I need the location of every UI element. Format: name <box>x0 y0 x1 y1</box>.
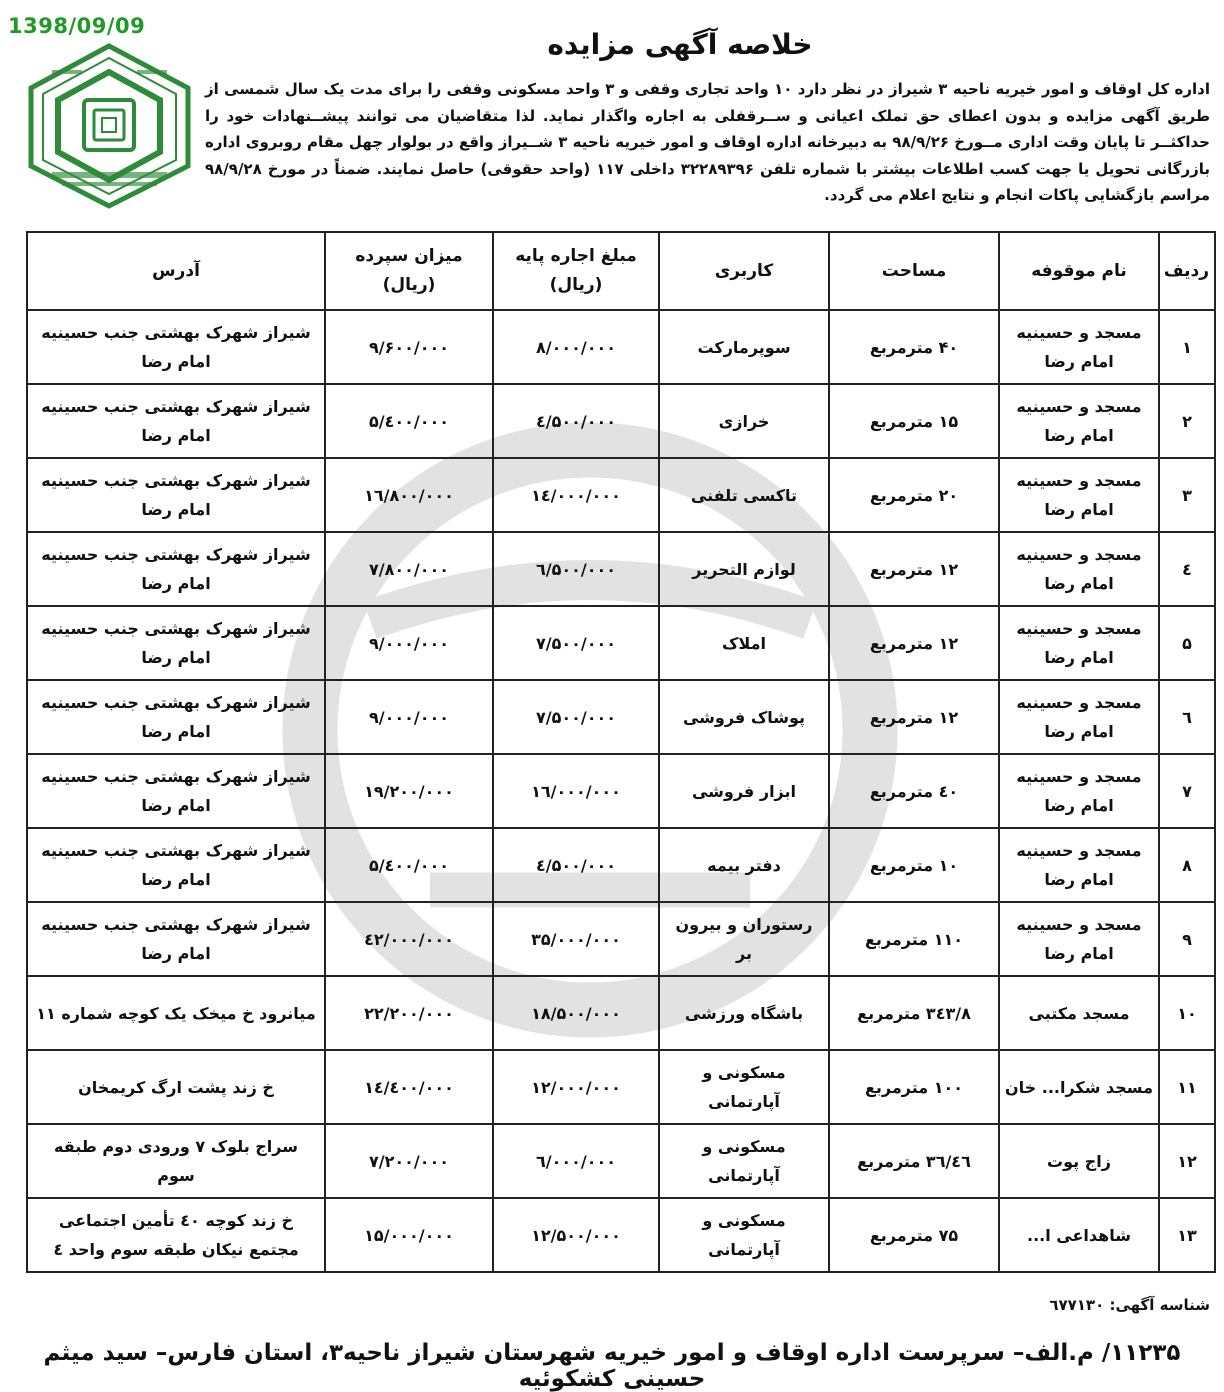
cell-row-number: ۵ <box>1159 606 1215 680</box>
cell-usage: مسکونی و آپارتمانی <box>659 1198 829 1272</box>
cell-area: ۱۰ مترمربع <box>829 828 999 902</box>
header-row-number: ردیف <box>1159 232 1215 310</box>
cell-row-number: ۱۱ <box>1159 1050 1215 1124</box>
notice-id: شناسه آگهی: ٦٧۷۱۳۰ <box>1049 1296 1210 1314</box>
cell-endowment-name: مسجد و حسینیه امام رضا <box>999 310 1159 384</box>
cell-address: خ زند پشت ارگ کریمخان <box>27 1050 325 1124</box>
cell-deposit: ۹/۰۰۰/۰۰۰ <box>325 680 493 754</box>
table-row <box>27 384 1215 458</box>
cell-deposit: ۹/۰۰۰/۰۰۰ <box>325 606 493 680</box>
cell-base-rent: ٤/۵۰۰/۰۰۰ <box>493 828 659 902</box>
cell-address: شیراز شهرک بهشتی جنب حسینیه امام رضا <box>27 606 325 680</box>
cell-base-rent: ٦/۵۰۰/۰۰۰ <box>493 532 659 606</box>
table-row <box>27 828 1215 902</box>
cell-area: ۷۵ مترمربع <box>829 1198 999 1272</box>
table-row <box>27 902 1215 976</box>
cell-deposit: ۵/٤۰۰/۰۰۰ <box>325 384 493 458</box>
cell-base-rent: ۳۵/۰۰۰/۰۰۰ <box>493 902 659 976</box>
cell-area: ۱۲ مترمربع <box>829 606 999 680</box>
cell-row-number: ۱۰ <box>1159 976 1215 1050</box>
table-row <box>27 1198 1215 1272</box>
endowment-organization-logo <box>22 40 197 210</box>
cell-row-number: ۳ <box>1159 458 1215 532</box>
notice-intro-paragraph: اداره کل اوقاف و امور خیریه ناحیه ۳ شیراز در نظر دارد ۱۰ واحد تجاری وقفی و ۳ واحد مسکونی وقفی را برای مدت یک سال شمسی از طریق آگهی مزایده و بدون اعطای حق تملک اعیانی و ســرقفلی به اجاره واگذار نماید. لذا متقاضیان می توانند پیشــنهادات خود را حداکثــر تا پایان وقت اداری مــورخ ۹۸/۹/۲۶ به دبیرخانه اداره اوقاف و امور خیریه ناحیه ۳ شــیراز واقع در بولوار چهل مقام روبروی اداره بازرگانی تحویل یا جهت کسب اطلاعات بیشتر با شماره تلفن ۳۲۲۸۹۳۹۶ داخلی ۱۱۷ (واحد حقوقی) حاصل نمایند. ضمناً در مورخ ۹۸/۹/۲۸ مراسم بازگشایی پاکات انجام و نتایج اعلام می گردد. <box>205 80 1211 205</box>
table-row <box>27 754 1215 828</box>
cell-base-rent: ٤/۵۰۰/۰۰۰ <box>493 384 659 458</box>
cell-endowment-name: مسجد و حسینیه امام رضا <box>999 828 1159 902</box>
cell-endowment-name: مسجد مکتبی <box>999 976 1159 1050</box>
header-area: مساحت <box>829 232 999 310</box>
cell-row-number: ۱۳ <box>1159 1198 1215 1272</box>
cell-address: شیراز شهرک بهشتی جنب حسینیه امام رضا <box>27 902 325 976</box>
notice-title: خلاصه آگهی مزایده <box>547 28 813 61</box>
cell-base-rent: ۱۲/۵۰۰/۰۰۰ <box>493 1198 659 1272</box>
table-body <box>27 310 1215 1272</box>
cell-deposit: ۱۹/۲۰۰/۰۰۰ <box>325 754 493 828</box>
cell-row-number: ۲ <box>1159 384 1215 458</box>
cell-usage: باشگاه ورزشی <box>659 976 829 1050</box>
table-row <box>27 1050 1215 1124</box>
cell-area: ۱۰۰ مترمربع <box>829 1050 999 1124</box>
cell-deposit: ۵/٤۰۰/۰۰۰ <box>325 828 493 902</box>
cell-endowment-name: مسجد و حسینیه امام رضا <box>999 384 1159 458</box>
cell-endowment-name: شاهداعی ا... <box>999 1198 1159 1272</box>
cell-area: ۱۱۰ مترمربع <box>829 902 999 976</box>
cell-usage: پوشاک فروشی <box>659 680 829 754</box>
cell-usage: تاکسی تلفنی <box>659 458 829 532</box>
cell-endowment-name: مسجد و حسینیه امام رضا <box>999 754 1159 828</box>
cell-deposit: ۱۵/۰۰۰/۰۰۰ <box>325 1198 493 1272</box>
header-usage: کاربری <box>659 232 829 310</box>
cell-base-rent: ۸/۰۰۰/۰۰۰ <box>493 310 659 384</box>
cell-area: ٤٦/۳٦ مترمربع <box>829 1124 999 1198</box>
cell-base-rent: ۱۲/۰۰۰/۰۰۰ <box>493 1050 659 1124</box>
cell-row-number: ۸ <box>1159 828 1215 902</box>
table-row <box>27 976 1215 1050</box>
cell-endowment-name: مسجد شکرا... خان <box>999 1050 1159 1124</box>
cell-endowment-name: مسجد و حسینیه امام رضا <box>999 532 1159 606</box>
cell-base-rent: ۱۸/۵۰۰/۰۰۰ <box>493 976 659 1050</box>
cell-endowment-name: مسجد و حسینیه امام رضا <box>999 606 1159 680</box>
header-address: آدرس <box>27 232 325 310</box>
cell-deposit: ۹/۶۰۰/۰۰۰ <box>325 310 493 384</box>
cell-area: ۲۰ مترمربع <box>829 458 999 532</box>
cell-area: ۱۲ مترمربع <box>829 532 999 606</box>
cell-address: میانرود خ میخک یک کوچه شماره ۱۱ <box>27 976 325 1050</box>
table-row <box>27 680 1215 754</box>
cell-base-rent: ۱٤/۰۰۰/۰۰۰ <box>493 458 659 532</box>
cell-usage: ابزار فروشی <box>659 754 829 828</box>
cell-address: سراج بلوک ۷ ورودی دوم طبقه سوم <box>27 1124 325 1198</box>
header-endowment-name: نام موقوفه <box>999 232 1159 310</box>
cell-deposit: ۱٦/۸۰۰/۰۰۰ <box>325 458 493 532</box>
cell-usage: مسکونی و آپارتمانی <box>659 1124 829 1198</box>
cell-address: خ زند کوچه ٤۰ تأمین اجتماعی مجتمع نیکان طبقه سوم واحد ٤ <box>27 1198 325 1272</box>
cell-base-rent: ۱٦/۰۰۰/۰۰۰ <box>493 754 659 828</box>
header-deposit: میزان سپرده (ریال) <box>325 232 493 310</box>
cell-deposit: ٤۲/۰۰۰/۰۰۰ <box>325 902 493 976</box>
cell-area: ۴۰ مترمربع <box>829 310 999 384</box>
table-row <box>27 310 1215 384</box>
cell-address: شیراز شهرک بهشتی جنب حسینیه امام رضا <box>27 458 325 532</box>
table-row <box>27 1124 1215 1198</box>
cell-endowment-name: مسجد و حسینیه امام رضا <box>999 680 1159 754</box>
cell-area: ٤۰ مترمربع <box>829 754 999 828</box>
cell-address: شیراز شهرک بهشتی جنب حسینیه امام رضا <box>27 754 325 828</box>
cell-row-number: ۱۲ <box>1159 1124 1215 1198</box>
cell-base-rent: ۷/۵۰۰/۰۰۰ <box>493 606 659 680</box>
auction-table <box>26 231 1216 1273</box>
cell-endowment-name: مسجد و حسینیه امام رضا <box>999 902 1159 976</box>
cell-base-rent: ٦/۰۰۰/۰۰۰ <box>493 1124 659 1198</box>
table-row <box>27 458 1215 532</box>
cell-area: ۱۲ مترمربع <box>829 680 999 754</box>
cell-endowment-name: زاج پوت <box>999 1124 1159 1198</box>
cell-usage: خرازی <box>659 384 829 458</box>
table-row <box>27 606 1215 680</box>
cell-address: شیراز شهرک بهشتی جنب حسینیه امام رضا <box>27 384 325 458</box>
cell-usage: املاک <box>659 606 829 680</box>
cell-usage: دفتر بیمه <box>659 828 829 902</box>
cell-row-number: ۷ <box>1159 754 1215 828</box>
cell-deposit: ۷/۸۰۰/۰۰۰ <box>325 532 493 606</box>
cell-base-rent: ۷/۵۰۰/۰۰۰ <box>493 680 659 754</box>
cell-deposit: ۲۲/۲۰۰/۰۰۰ <box>325 976 493 1050</box>
cell-area: ۳٤۳/۸ مترمربع <box>829 976 999 1050</box>
table-row <box>27 532 1215 606</box>
cell-row-number: ۱ <box>1159 310 1215 384</box>
cell-address: شیراز شهرک بهشتی جنب حسینیه امام رضا <box>27 310 325 384</box>
table-header-row <box>27 232 1215 310</box>
cell-endowment-name: مسجد و حسینیه امام رضا <box>999 458 1159 532</box>
cell-address: شیراز شهرک بهشتی جنب حسینیه امام رضا <box>27 532 325 606</box>
cell-row-number: ۹ <box>1159 902 1215 976</box>
cell-deposit: ۱٤/٤۰۰/۰۰۰ <box>325 1050 493 1124</box>
cell-address: شیراز شهرک بهشتی جنب حسینیه امام رضا <box>27 828 325 902</box>
cell-row-number: ٤ <box>1159 532 1215 606</box>
cell-row-number: ٦ <box>1159 680 1215 754</box>
cell-usage: مسکونی و آپارتمانی <box>659 1050 829 1124</box>
date-stamp: 1398/09/09 <box>8 14 146 38</box>
header-base-rent: مبلغ اجاره پایه (ریال) <box>493 232 659 310</box>
cell-deposit: ۷/۲۰۰/۰۰۰ <box>325 1124 493 1198</box>
cell-area: ۱۵ مترمربع <box>829 384 999 458</box>
footer-signature: ۱۱۲۳۵/ م.الف– سرپرست اداره اوقاف و امور خیریه شهرستان شیراز ناحیه۳، استان فارس– سید میثم حسینی کشکوئیه <box>43 1340 1181 1392</box>
cell-usage: رستوران و بیرون بر <box>659 902 829 976</box>
cell-address: شیراز شهرک بهشتی جنب حسینیه امام رضا <box>27 680 325 754</box>
cell-usage: لوازم التحریر <box>659 532 829 606</box>
cell-usage: سوپرمارکت <box>659 310 829 384</box>
